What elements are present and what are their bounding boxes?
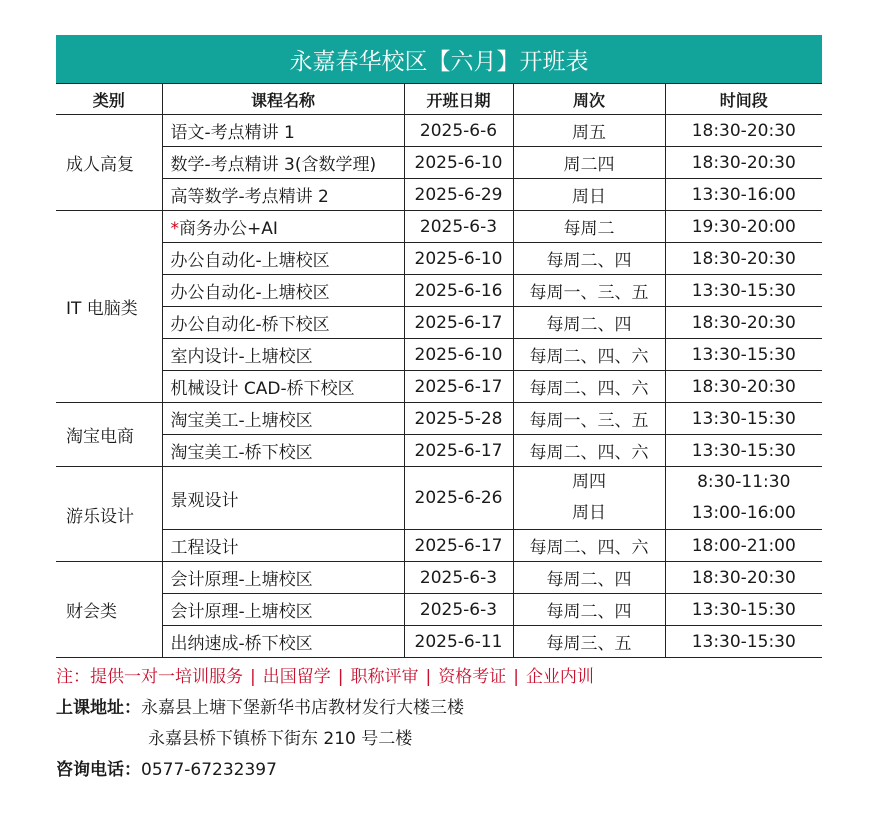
course-name: 工程设计 <box>170 538 239 558</box>
course-name: 语文-考点精讲 1 <box>170 123 295 143</box>
course-cell <box>162 275 404 307</box>
table-row <box>56 594 822 626</box>
category-cell: 成人高复 <box>56 115 162 211</box>
course-name: 商务办公+AI <box>179 219 278 239</box>
time-cell: 18:30-20:30 <box>665 115 822 147</box>
time-cell: 18:30-20:30 <box>665 371 822 403</box>
week-value: 周日 <box>572 503 606 523</box>
week-value: 周四 <box>572 472 606 492</box>
week-cell: 每周二、四、六 <box>513 530 665 562</box>
page-title: 永嘉春华校区【六月】开班表 <box>56 35 822 83</box>
week-cell: 每周二、四 <box>513 243 665 275</box>
header-time: 时间段 <box>665 84 822 115</box>
time-value: 13:00-16:00 <box>691 503 796 523</box>
week-cell: 周五 <box>513 115 665 147</box>
course-cell <box>162 307 404 339</box>
week-cell: 每周二 <box>513 211 665 243</box>
table-row <box>56 371 822 403</box>
table-row <box>56 115 822 147</box>
header-category: 类别 <box>56 84 162 115</box>
table-row <box>56 275 822 307</box>
category-cell: 财会类 <box>56 562 162 658</box>
date-cell: 2025-6-10 <box>404 339 513 371</box>
date-cell: 2025-6-11 <box>404 626 513 658</box>
course-cell <box>162 562 404 594</box>
table-row <box>56 435 822 467</box>
time-value: 8:30-11:30 <box>697 472 791 492</box>
service-item: 企业内训 <box>525 667 594 687</box>
category-cell: 游乐设计 <box>56 467 162 562</box>
course-cell <box>162 626 404 658</box>
course-name: 会计原理-上塘校区 <box>170 570 313 590</box>
course-cell <box>162 594 404 626</box>
week-cell: 每周二、四、六 <box>513 339 665 371</box>
table-body <box>56 115 822 658</box>
table-row <box>56 626 822 658</box>
course-name: 数学-考点精讲 3(含数学理) <box>170 155 377 175</box>
phone-line <box>56 755 822 786</box>
time-cell: 13:30-16:00 <box>665 179 822 211</box>
date-cell: 2025-6-17 <box>404 371 513 403</box>
table-row <box>56 243 822 275</box>
date-cell: 2025-6-3 <box>404 594 513 626</box>
week-cell: 每周二、四、六 <box>513 371 665 403</box>
table-header-row <box>56 84 822 115</box>
phone-label: 咨询电话： <box>56 760 141 780</box>
week-cell: 每周三、五 <box>513 626 665 658</box>
date-cell: 2025-5-28 <box>404 403 513 435</box>
service-separator: | <box>425 667 432 687</box>
category-cell: IT 电脑类 <box>56 211 162 403</box>
table-row <box>56 403 822 435</box>
table-row <box>56 211 822 243</box>
header-date: 开班日期 <box>404 84 513 115</box>
course-name: 出纳速成-桥下校区 <box>170 634 313 654</box>
course-name: 办公自动化-桥下校区 <box>170 315 330 335</box>
address-label: 上课地址： <box>56 698 141 718</box>
date-cell: 2025-6-16 <box>404 275 513 307</box>
services-note-prefix: 注： <box>56 667 90 687</box>
week-cell: 每周二、四、六 <box>513 435 665 467</box>
course-name: 淘宝美工-上塘校区 <box>170 411 313 431</box>
service-separator: | <box>513 667 519 687</box>
phone-number: 0577-67232397 <box>141 760 277 780</box>
table-row <box>56 562 822 594</box>
service-item: 职称评审 <box>350 667 419 687</box>
time-cell: 18:30-20:30 <box>665 147 822 179</box>
service-item: 资格考证 <box>438 667 507 687</box>
table-row <box>56 147 822 179</box>
schedule-table <box>56 83 822 658</box>
time-cell: 13:30-15:30 <box>665 626 822 658</box>
address-line-2 <box>56 724 822 755</box>
course-cell <box>162 211 404 243</box>
time-cell: 18:30-20:30 <box>665 307 822 339</box>
date-cell: 2025-6-17 <box>404 435 513 467</box>
week-cell: 每周二、四 <box>513 307 665 339</box>
course-name: 高等数学-考点精讲 2 <box>170 187 329 207</box>
date-cell: 2025-6-10 <box>404 243 513 275</box>
course-name: 淘宝美工-桥下校区 <box>170 443 313 463</box>
time-cell: 19:30-20:00 <box>665 211 822 243</box>
course-cell <box>162 467 404 530</box>
table-row <box>56 530 822 562</box>
header-week: 周次 <box>513 84 665 115</box>
footer-notes <box>56 662 822 786</box>
course-cell <box>162 403 404 435</box>
time-cell: 13:30-15:30 <box>665 594 822 626</box>
course-cell <box>162 243 404 275</box>
date-cell: 2025-6-17 <box>404 307 513 339</box>
course-cell <box>162 530 404 562</box>
category-cell: 淘宝电商 <box>56 403 162 467</box>
date-cell: 2025-6-17 <box>404 530 513 562</box>
service-separator: | <box>250 667 256 687</box>
table-row <box>56 307 822 339</box>
week-cell <box>513 467 665 530</box>
time-cell: 18:30-20:30 <box>665 243 822 275</box>
time-cell: 13:30-15:30 <box>665 339 822 371</box>
date-cell: 2025-6-29 <box>404 179 513 211</box>
table-row <box>56 467 822 530</box>
course-name: 会计原理-上塘校区 <box>170 602 313 622</box>
time-cell <box>665 467 822 530</box>
week-cell: 每周二、四 <box>513 594 665 626</box>
time-cell: 13:30-15:30 <box>665 275 822 307</box>
services-note <box>56 662 822 693</box>
course-name: 机械设计 CAD-桥下校区 <box>170 379 355 399</box>
course-cell <box>162 147 404 179</box>
service-item: 提供一对一培训服务 <box>90 667 243 687</box>
time-cell: 13:30-15:30 <box>665 435 822 467</box>
course-name: 景观设计 <box>170 490 239 511</box>
week-cell: 每周一、三、五 <box>513 275 665 307</box>
course-cell <box>162 179 404 211</box>
date-cell: 2025-6-26 <box>404 467 513 530</box>
course-cell <box>162 339 404 371</box>
time-cell: 18:30-20:30 <box>665 562 822 594</box>
date-cell: 2025-6-10 <box>404 147 513 179</box>
course-name: 室内设计-上塘校区 <box>170 347 313 367</box>
course-name: 办公自动化-上塘校区 <box>170 283 330 303</box>
course-name: 办公自动化-上塘校区 <box>170 251 330 271</box>
course-cell <box>162 115 404 147</box>
table-row <box>56 179 822 211</box>
time-cell: 13:30-15:30 <box>665 403 822 435</box>
week-cell: 每周二、四 <box>513 562 665 594</box>
course-cell <box>162 435 404 467</box>
date-cell: 2025-6-6 <box>404 115 513 147</box>
address-value: 永嘉县桥下镇桥下街东 210 号二楼 <box>148 729 413 749</box>
table-row <box>56 339 822 371</box>
service-item: 出国留学 <box>262 667 331 687</box>
week-cell: 每周一、三、五 <box>513 403 665 435</box>
week-cell: 周日 <box>513 179 665 211</box>
address-line-1 <box>56 693 822 724</box>
course-cell <box>162 371 404 403</box>
date-cell: 2025-6-3 <box>404 211 513 243</box>
header-course: 课程名称 <box>162 84 404 115</box>
date-cell: 2025-6-3 <box>404 562 513 594</box>
asterisk-mark: * <box>170 219 179 239</box>
address-value: 永嘉县上塘下堡新华书店教材发行大楼三楼 <box>141 698 464 718</box>
time-cell: 18:00-21:00 <box>665 530 822 562</box>
service-separator: | <box>337 667 344 687</box>
week-cell: 周二四 <box>513 147 665 179</box>
schedule-sheet <box>56 35 822 786</box>
